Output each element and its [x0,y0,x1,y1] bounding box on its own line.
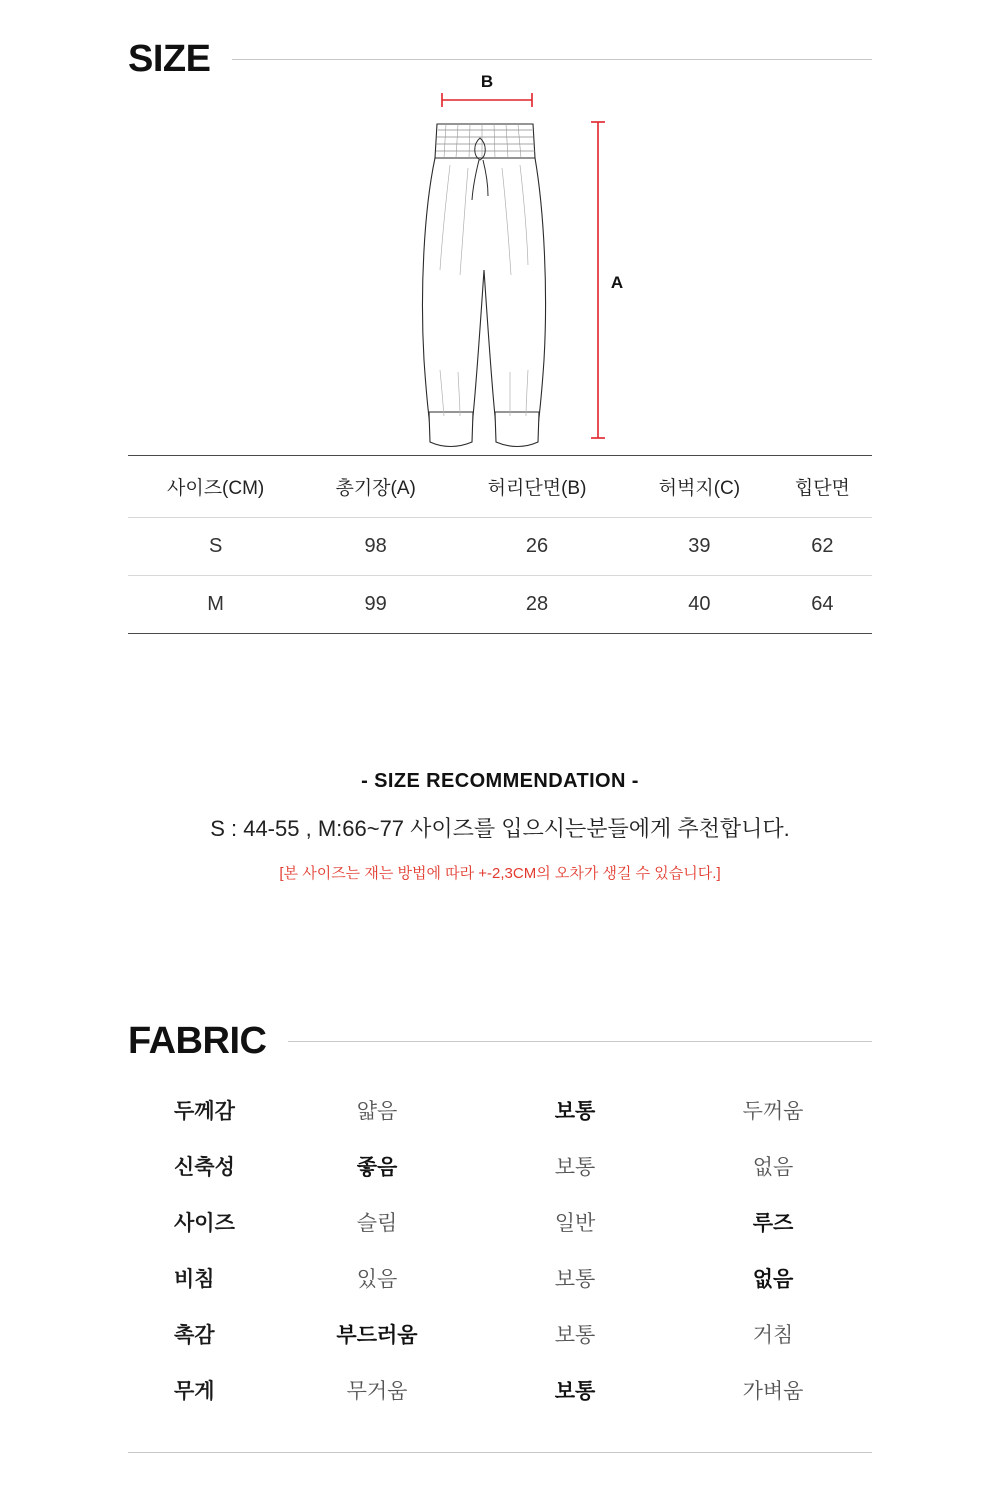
table-row [128,1082,872,1138]
size-col-header-size: 사이즈(CM) [128,456,303,518]
fabric-option-selected: 좋음 [356,1156,398,1179]
fabric-row-label: 비침 [174,1268,215,1291]
fabric-option: 보통 [554,1324,596,1347]
size-cell-length: 99 [303,576,448,634]
fabric-option: 있음 [356,1268,398,1291]
size-cell-waist: 28 [448,576,626,634]
svg-text:A: A [610,273,624,292]
table-row [128,1138,872,1194]
fabric-option: 거침 [752,1324,794,1347]
fabric-row-label: 사이즈 [174,1212,235,1235]
fabric-row-label: 촉감 [174,1324,215,1347]
fabric-option: 보통 [554,1156,596,1179]
size-col-header-waist: 허리단면(B) [448,456,626,518]
pants-measurement-diagram [380,60,680,460]
fabric-option: 가벼움 [742,1380,804,1403]
fabric-title: FABRIC [128,1020,267,1062]
size-cell-thigh: 40 [626,576,773,634]
size-table [128,455,872,634]
table-row [128,576,872,634]
fabric-option: 무거움 [346,1380,408,1403]
table-row [128,518,872,576]
fabric-table [128,1082,872,1418]
fabric-section-heading [128,1020,872,1063]
size-cell-size: M [128,576,303,634]
size-cell-hip: 62 [773,518,872,576]
table-row [128,1306,872,1362]
size-col-header-hip: 힙단면 [773,456,872,518]
fabric-bottom-divider [128,1452,872,1453]
pants-svg [380,60,680,460]
fabric-option-selected: 보통 [554,1100,596,1123]
svg-text:B: B [480,72,494,91]
fabric-option-selected: 보통 [554,1380,596,1403]
fabric-row-label: 무게 [174,1380,215,1403]
size-cell-length: 98 [303,518,448,576]
table-row [128,1250,872,1306]
fabric-option: 일반 [554,1212,596,1235]
fabric-option-selected: 루즈 [752,1212,794,1235]
size-col-header-length: 총기장(A) [303,456,448,518]
size-recommendation-text: S : 44-55 , M:66~77 사이즈를 입으시는분들에게 추천합니다. [210,816,790,841]
size-col-header-thigh: 허벅지(C) [626,456,773,518]
size-cell-hip: 64 [773,576,872,634]
size-cell-waist: 26 [448,518,626,576]
fabric-option: 보통 [554,1268,596,1291]
fabric-option: 슬림 [356,1212,398,1235]
fabric-option-selected: 없음 [752,1268,794,1291]
fabric-row-label: 신축성 [174,1156,235,1179]
table-row [128,1362,872,1418]
fabric-option: 얇음 [356,1100,398,1123]
page-title: SIZE [128,38,211,80]
heading-divider [288,1041,872,1042]
size-cell-size: S [128,518,303,576]
fabric-option: 없음 [752,1156,794,1179]
fabric-option-selected: 부드러움 [336,1324,418,1347]
fabric-row-label: 두께감 [174,1100,235,1123]
fabric-option: 두꺼움 [742,1100,804,1123]
table-row [128,1194,872,1250]
size-cell-thigh: 39 [626,518,773,576]
size-table-header-row [128,456,872,518]
size-recommendation-title: - SIZE RECOMMENDATION - [361,770,639,792]
size-tolerance-note: [본 사이즈는 재는 방법에 따라 +-2,3CM의 오차가 생길 수 있습니다.] [279,865,721,882]
